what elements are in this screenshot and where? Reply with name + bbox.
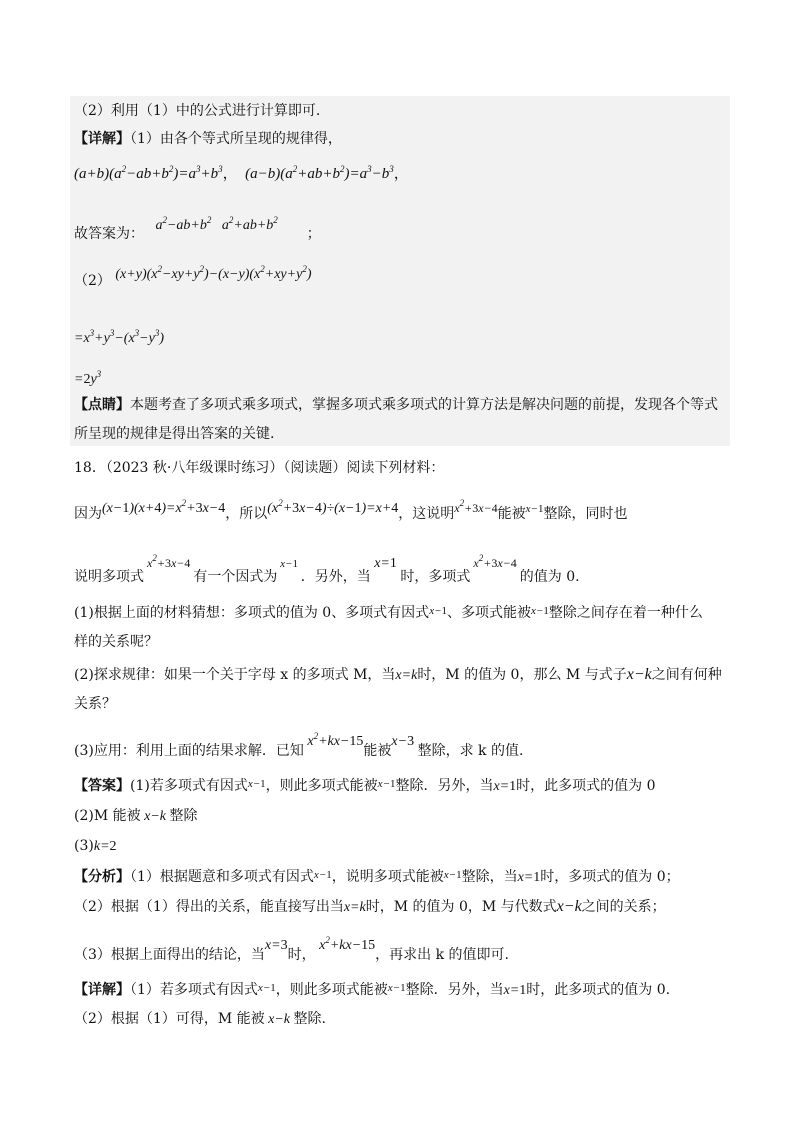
- answer-line-3: [74, 836, 117, 857]
- q18-l3-c: ．另外，当: [300, 569, 371, 585]
- comment-text-1: 本题考查了多项式乘多项式，掌握多项式乘多项式的计算方法是解决问题的前提，发现各个等式: [130, 397, 718, 413]
- step-result: $=2y^3$: [74, 369, 102, 387]
- q18-header: 18．（2023 秋·八年级课时练习）（阅读题）阅读下列材料：: [74, 460, 445, 476]
- sol-x-eq-1: x=1: [503, 983, 527, 998]
- q18-p1-b: 、多项式能被: [447, 605, 532, 621]
- comment-tag: 【点睛】: [74, 397, 130, 413]
- q18-p2-a: (2)探求规律：如果一个关于字母 x 的多项式 M，当: [74, 667, 396, 683]
- analysis-line-2: [74, 897, 666, 918]
- detail-line-1: [74, 129, 342, 149]
- solution-line-1: [74, 980, 670, 1001]
- q18-l2-b: ，所以: [225, 506, 268, 522]
- analysis-line-3: [74, 935, 509, 966]
- detail-tag: 【详解】: [74, 131, 130, 147]
- q18-line-3: [74, 553, 580, 588]
- answer-line-1: [74, 776, 656, 797]
- q18-l2-e: 整除，同时也: [543, 506, 628, 522]
- part2-expression: [74, 266, 312, 292]
- ans-a1-c: 整除．另外，当: [395, 778, 494, 794]
- q18-p1-c: 整除之间存在着一种什么: [548, 605, 703, 621]
- q18-l3-e: 的值为 0.: [519, 569, 580, 585]
- analysis-tag: 【分析】: [74, 869, 130, 885]
- q18-p2-c: 之间有何种: [651, 667, 722, 683]
- q18-factor: x−1: [280, 558, 298, 570]
- an-l2-c: 之间的关系；: [581, 899, 666, 915]
- hint-line-2: （2）利用（1）中的公式进行计算即可.: [74, 103, 321, 119]
- q18-p2-b: 时，M 的值为 0，那么 M 与式子: [417, 667, 627, 683]
- ans-x-eq-1: x=1: [493, 779, 517, 794]
- sol-x-minus-k: x−k: [268, 1012, 290, 1027]
- sol-f2: x−1: [387, 982, 406, 994]
- answer-fill-line: [74, 215, 321, 245]
- step-expansion: $=x^3+y^3-(x^3-y^3)$: [74, 328, 165, 346]
- answer-fill-formulas: $a^2-ab+b^2$ $a^2+ab+b^2$: [155, 215, 278, 233]
- solution-tag: 【详解】: [74, 982, 130, 998]
- sol-l1-b: ，则此多项式能被: [275, 982, 388, 998]
- ans-f1: x−1: [247, 778, 266, 790]
- ans-x-minus-k: x−k: [144, 809, 167, 824]
- q18-poly: $x^2+3x-4$: [454, 498, 498, 515]
- q18-part2: [74, 665, 722, 686]
- an-l2-a: （2）根据（1）得出的关系，能直接写出当: [74, 899, 344, 915]
- comment-line-1: [74, 395, 718, 415]
- an-x-minus-k: x−k: [556, 898, 582, 915]
- q18-p3-divisor: x−3: [391, 734, 415, 749]
- q18-product: $(x-1)(x+4)=x^2+3x-4$: [102, 498, 226, 516]
- q18-line-2: [74, 499, 627, 525]
- an-poly: $x^2+kx-15$: [319, 935, 376, 953]
- an-l2-b: 时，M 的值为 0，M 与代数式: [365, 899, 557, 915]
- sol-l2-b: 整除.: [293, 1011, 326, 1027]
- an-l1-d: 时，多项式的值为 0；: [540, 869, 680, 885]
- an-f1: x−1: [313, 869, 332, 881]
- ans-a1-a: (1)若多项式有因式: [130, 778, 248, 794]
- answer-tag: 【答案】: [74, 778, 130, 794]
- ans-a2-b: 整除: [169, 808, 198, 824]
- q18-l2-c: ，这说明: [398, 506, 455, 522]
- analysis-line-1: [74, 867, 680, 888]
- ans-a1-d: 时，此多项式的值为 0: [516, 778, 656, 794]
- detail-text: （1）由各个等式所呈现的规律得，: [130, 131, 342, 147]
- q18-p3-poly: $x^2+kx-15$: [307, 731, 364, 749]
- an-l3-a: （3）根据上面得出的结论，当: [74, 947, 265, 963]
- an-l3-b: 时，: [287, 947, 316, 963]
- q18-part1-cont: 样的关系呢？: [74, 634, 158, 650]
- q18-p1-a: (1)根据上面的材料猜想：多项式的值为 0、多项式有因式: [74, 605, 430, 621]
- ans-a3-a: (3): [74, 838, 94, 854]
- ans-a1-b: ，则此多项式能被: [265, 778, 378, 794]
- an-l1-c: 整除，当: [461, 869, 518, 885]
- an-x-eq-k: x=k: [343, 900, 366, 915]
- part2-label: （2）: [74, 273, 111, 289]
- q18-p1-f1: x−1: [429, 605, 448, 617]
- q18-l3-a: 说明多项式: [74, 569, 144, 585]
- formula-identities: $(a+b)(a^2-ab+b^2)=a^3+b^3$， $(a-b)(a^2+ab+b^2)=a^3-b^3$，: [74, 164, 409, 182]
- ans-f2: x−1: [377, 778, 396, 790]
- q18-poly-3: $x^2+3x-4$: [473, 553, 517, 570]
- q18-part1: [74, 603, 703, 624]
- solution-line-2: [74, 1009, 326, 1030]
- q18-p1-f2: x−1: [531, 605, 549, 617]
- q18-part2-cont: 关系？: [74, 696, 116, 712]
- answer-sep: ；: [306, 226, 321, 242]
- q18-part3: [74, 731, 524, 762]
- an-f2: x−1: [443, 869, 462, 881]
- an-x-eq-3: x=3: [264, 938, 288, 953]
- sol-l1-d: 时，此多项式的值为 0.: [526, 982, 671, 998]
- q18-p3-c: 整除，求 k 的值.: [417, 743, 524, 759]
- sol-f1: x−1: [257, 982, 276, 994]
- q18-divisor: x−1: [525, 503, 544, 515]
- comment-line-2: 所呈现的规律是得出答案的关键.: [74, 426, 275, 442]
- q18-poly-2: $x^2+3x-4$: [147, 553, 191, 570]
- ans-a2-a: (2)M 能被: [74, 808, 141, 824]
- q18-p3-a: (3)应用：利用上面的结果求解．已知: [74, 743, 304, 759]
- an-l1-a: （1）根据题意和多项式有因式: [130, 869, 314, 885]
- q18-l3-d: 时，多项式: [400, 569, 471, 585]
- sol-l1-a: （1）若多项式有因式: [130, 982, 258, 998]
- answer-line-2: [74, 806, 198, 827]
- q18-l3-b: 有一个因式为: [193, 569, 278, 585]
- q18-x-eq-k: x=k: [395, 668, 418, 683]
- sol-l1-c: 整除．另外，当: [405, 982, 504, 998]
- sol-l2-a: （2）根据（1）可得，M 能被: [74, 1011, 265, 1027]
- an-l1-b: ，说明多项式能被: [331, 869, 444, 885]
- an-l3-c: ，再求出 k 的值即可.: [375, 947, 509, 963]
- ans-k-eq-2: k=2: [93, 839, 117, 854]
- q18-p3-b: 能被: [363, 743, 392, 759]
- q18-x-eq-1: x=1: [374, 556, 397, 571]
- an-x-eq-1: x=1: [517, 870, 541, 885]
- part2-formula: $(x+y)(x^2-xy+y^2)-(x-y)(x^2+xy+y^2)$: [115, 264, 312, 282]
- q18-l2-a: 因为: [74, 506, 102, 522]
- q18-quotient: $(x^2+3x-4)\div(x-1)=x+4$: [267, 498, 399, 516]
- q18-x-minus-k: x−k: [626, 666, 652, 683]
- q18-l2-d: 能被: [497, 506, 526, 522]
- answer-prefix: 故答案为：: [74, 226, 144, 242]
